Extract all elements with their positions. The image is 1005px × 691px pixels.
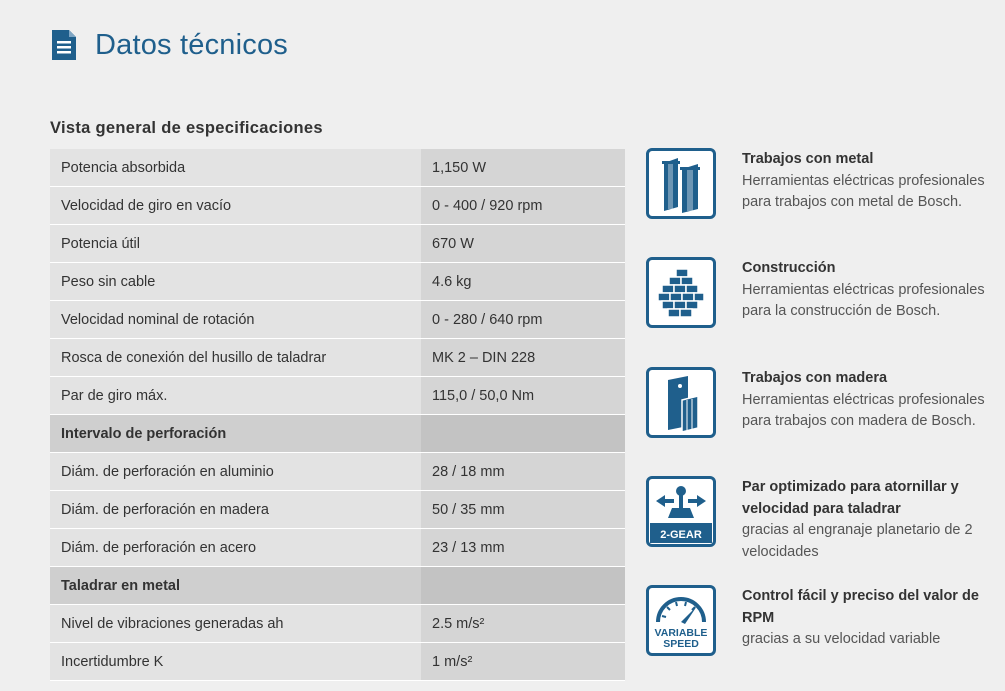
feature-title: Trabajos con madera (742, 370, 888, 386)
spec-value: 0 - 280 / 640 rpm (421, 301, 625, 339)
section-label: Intervalo de perforación (50, 415, 421, 453)
steel-beams-icon (654, 155, 708, 213)
spec-label: Diám. de perforación en aluminio (50, 453, 421, 491)
spec-label: Rosca de conexión del husillo de taladrar (50, 339, 421, 377)
feature-description: gracias al engranaje planetario de 2 velocidades (742, 522, 973, 560)
feature-icon-box (646, 585, 716, 656)
table-row (50, 187, 625, 225)
spec-value: 50 / 35 mm (421, 491, 625, 529)
spec-value: 4.6 kg (421, 263, 625, 301)
feature-title: Construcción (742, 260, 836, 276)
feature-title: Trabajos con metal (742, 151, 874, 167)
table-row (50, 491, 625, 529)
document-icon (50, 28, 78, 62)
table-row (50, 225, 625, 263)
table-row (50, 377, 625, 415)
feature-icon-box (646, 148, 716, 219)
feature-construction (646, 257, 992, 328)
table-row (50, 605, 625, 643)
feature-icon-box (646, 257, 716, 328)
feature-description: Herramientas eléctricas profesionales para trabajos con metal de Bosch. (742, 172, 985, 210)
spec-value: 670 W (421, 225, 625, 263)
spec-label: Par de giro máx. (50, 377, 421, 415)
spec-value: 0 - 400 / 920 rpm (421, 187, 625, 225)
feature-description: Herramientas eléctricas profesionales para la construcción de Bosch. (742, 281, 985, 319)
spec-label: Diám. de perforación en madera (50, 491, 421, 529)
spec-value: 1 m/s² (421, 643, 625, 681)
page-header (50, 28, 288, 62)
spec-value: 1,150 W (421, 149, 625, 187)
feature-description: gracias a su velocidad variable (742, 631, 941, 647)
feature-wood (646, 367, 992, 438)
table-row (50, 529, 625, 567)
table-row (50, 149, 625, 187)
spec-value: 23 / 13 mm (421, 529, 625, 567)
gear-shift-icon (650, 481, 712, 543)
feature-variable-speed (646, 585, 992, 656)
spec-value: MK 2 – DIN 228 (421, 339, 625, 377)
spec-label: Velocidad nominal de rotación (50, 301, 421, 339)
section-value (421, 415, 625, 453)
icon-label: 2-GEAR (660, 528, 702, 541)
section-header-row (50, 415, 625, 453)
feature-metal (646, 148, 992, 219)
feature-2-gear (646, 476, 992, 563)
page-title: Datos técnicos (95, 28, 288, 61)
table-row (50, 263, 625, 301)
table-row (50, 643, 625, 681)
spec-label: Potencia absorbida (50, 149, 421, 187)
specs-table (50, 149, 625, 681)
spec-label: Potencia útil (50, 225, 421, 263)
spec-label: Incertidumbre K (50, 643, 421, 681)
spec-label: Nivel de vibraciones generadas ah (50, 605, 421, 643)
icon-label-line1: VARIABLE (654, 626, 708, 639)
section-header-row (50, 567, 625, 605)
spec-value: 2.5 m/s² (421, 605, 625, 643)
feature-icon-box (646, 367, 716, 438)
specs-title: Vista general de especificaciones (50, 119, 323, 137)
table-row (50, 453, 625, 491)
spec-label: Peso sin cable (50, 263, 421, 301)
spec-value: 28 / 18 mm (421, 453, 625, 491)
table-row (50, 339, 625, 377)
spec-label: Diám. de perforación en acero (50, 529, 421, 567)
brick-wall-icon (654, 265, 708, 321)
section-value (421, 567, 625, 605)
wood-planks-icon (654, 374, 708, 432)
table-row (50, 301, 625, 339)
feature-title: Par optimizado para atornillar y velocidad para taladrar (742, 479, 959, 517)
spec-value: 115,0 / 50,0 Nm (421, 377, 625, 415)
feature-description: Herramientas eléctricas profesionales para trabajos con madera de Bosch. (742, 391, 985, 429)
speed-gauge-icon (650, 590, 712, 652)
section-label: Taladrar en metal (50, 567, 421, 605)
spec-label: Velocidad de giro en vacío (50, 187, 421, 225)
icon-label-line2: SPEED (663, 637, 699, 650)
feature-icon-box (646, 476, 716, 547)
feature-title: Control fácil y preciso del valor de RPM (742, 588, 979, 626)
